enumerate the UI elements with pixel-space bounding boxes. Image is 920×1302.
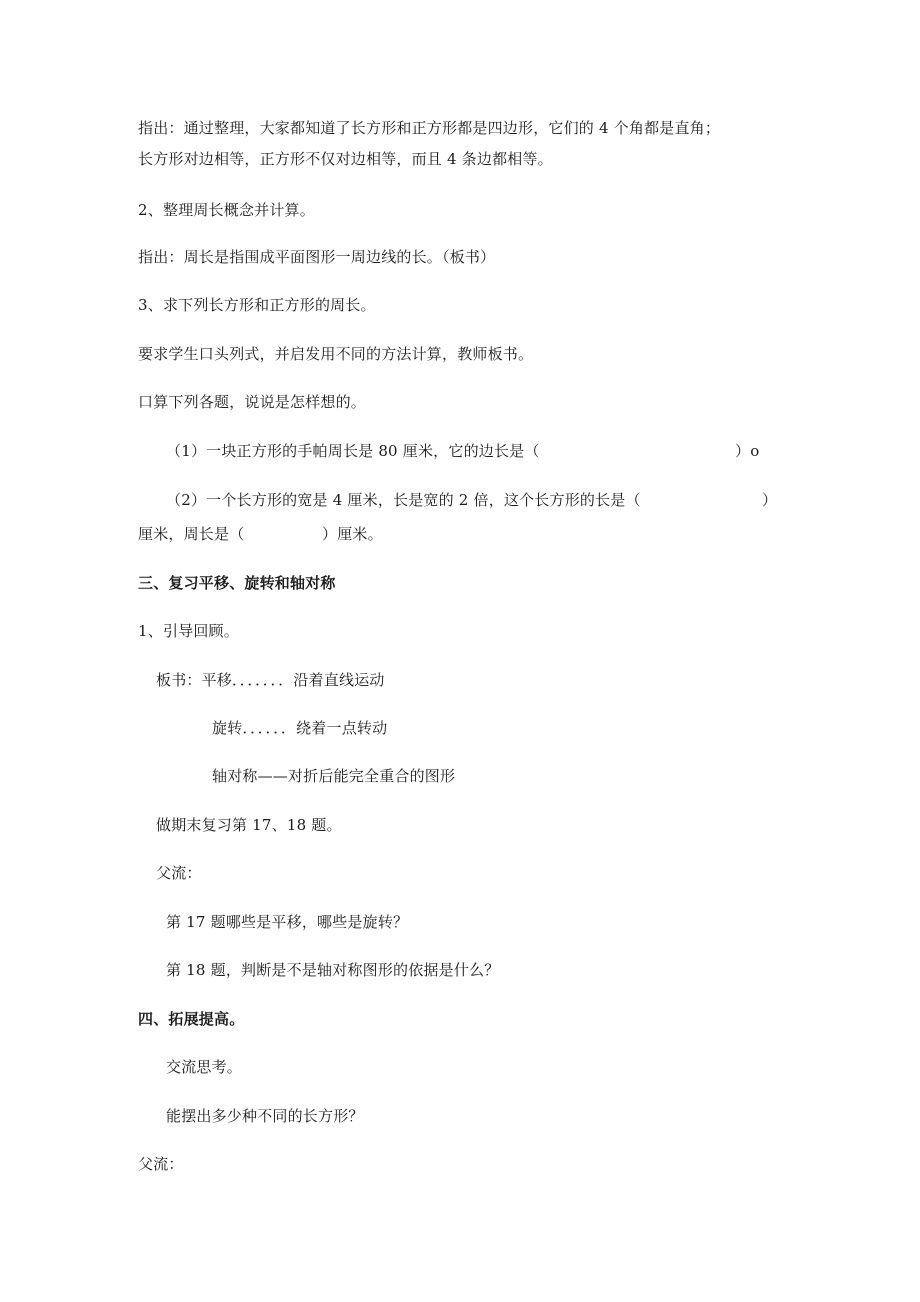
question-1-text: （1）一块正方形的手帕周长是 80 厘米，它的边长是（ xyxy=(166,442,540,460)
question-2-unit: ）厘米。 xyxy=(322,525,383,543)
exercise-line: 做期末复习第 17、18 题。 xyxy=(156,816,342,834)
exchange-label-2: 父流： xyxy=(138,1155,184,1173)
text-line-think: 交流思考。 xyxy=(166,1058,243,1076)
question-2-continuation: 厘米，周长是（ xyxy=(138,525,245,543)
text-line-2: 长方形对边相等，正方形不仅对边相等，而且 4 条边都相等。 xyxy=(138,150,553,168)
question-1-blank-end: ）o xyxy=(735,442,760,460)
text-line-3: 2、整理周长概念并计算。 xyxy=(138,201,315,219)
text-line-1: 指出：通过整理，大家都知道了长方形和正方形都是四边形，它们的 4 个角都是直角； xyxy=(138,119,721,137)
board-translation: 板书：平移．．．．．．．沿着直线运动 xyxy=(156,671,385,689)
question-2-blank-end: ） xyxy=(762,491,778,509)
text-line-5: 3、求下列长方形和正方形的周长。 xyxy=(138,296,376,314)
question-18: 第 18 题，判断是不是轴对称图形的依据是什么？ xyxy=(166,961,500,979)
section-heading-3: 三、复习平移、旋转和轴对称 xyxy=(138,574,336,592)
text-line-guide: 1、引导回顾。 xyxy=(138,622,239,640)
board-rotation: 旋转．．．．．．绕着一点转动 xyxy=(212,719,388,737)
text-line-4: 指出：周长是指围成平面图形一周边线的长。（板书） xyxy=(138,248,496,266)
question-2-text: （2）一个长方形的宽是 4 厘米，长是宽的 2 倍，这个长方形的长是（ xyxy=(166,491,641,509)
question-17: 第 17 题哪些是平移，哪些是旋转？ xyxy=(166,913,409,931)
board-symmetry: 轴对称——对折后能完全重合的图形 xyxy=(212,767,456,785)
section-heading-4: 四、拓展提高。 xyxy=(138,1010,245,1028)
text-line-7: 口算下列各题，说说是怎样想的。 xyxy=(138,393,367,411)
text-line-6: 要求学生口头列式，并启发用不同的方法计算，教师板书。 xyxy=(138,345,534,363)
text-line-rectangles: 能摆出多少种不同的长方形？ xyxy=(166,1107,364,1125)
exchange-label-1: 父流： xyxy=(156,864,202,882)
